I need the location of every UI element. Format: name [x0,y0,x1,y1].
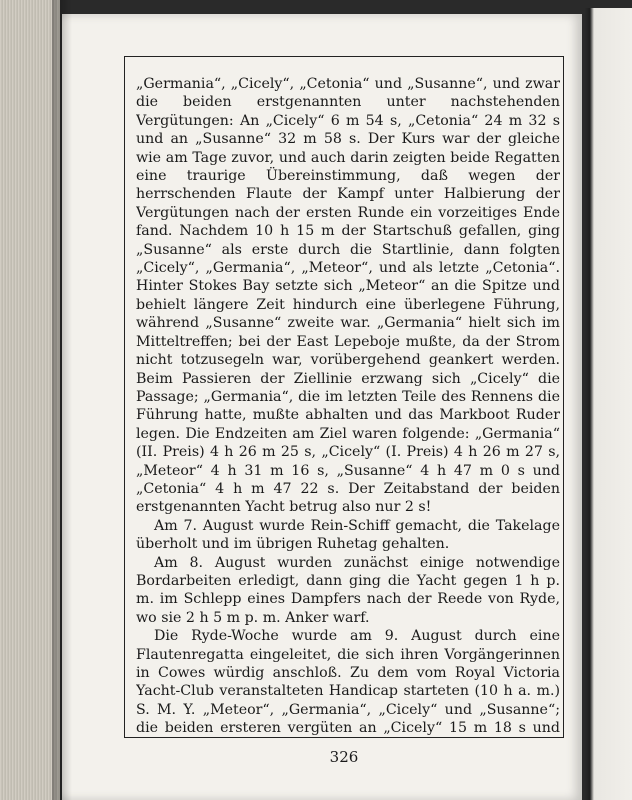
paragraph: Am 8. August wurden zunächst einige notwendige Bordarbeiten erledigt, dann ging die Yacht gegen 1 h p. m. im Schlepp eines Dampfers nach der Reede von Ryde, wo sie 2 h 5 m p. m. Anker warf. [136,554,560,626]
page-body-text [136,75,560,735]
paragraph: Die Ryde-Woche wurde am 9. August durch eine Flautenregatta eingeleitet, die sich ihren Vorgängerinnen in Cowes würdig anschloß. Zu dem vom Royal Victoria Yacht-Club veranstalteten Handicap starteten (10 h a. m.) S. M. Y. „Meteor“, „Germania“, „Cicely“ und „Susanne“; die beiden ersteren vergüten an „Cicely“ 15 m 18 s und [136,628,560,735]
facing-page-edge [584,8,632,800]
book-fore-edge [0,0,60,800]
gutter-shadow [52,0,72,800]
paragraph: Am 7. August wurde Rein-Schiff gemacht, die Takelage überholt und im übrigen Ruhetag gehalten. [136,517,560,553]
page-number: 326 [329,748,359,766]
paragraph: „Germania“, „Cicely“, „Cetonia“ und „Susanne“, und zwar die beiden erstgenannten unter nachstehenden Vergütungen: An „Cicely“ 6 m 54 s, „Cetonia“ 24 m 32 s und an „Susanne“ 32 m 58 s. Der Kurs war der gleiche wie am Tage zuvor, und auch darin zeigten beide Regatten eine traurige Übereinstimmung, daß wegen der herrschenden Flaute der Kampf unter Halbierung der Vergütungen nach der ersten Runde ein vorzeitiges Ende fand. Nachdem 10 h 15 m der Startschuß gefallen, ging „Susanne“ als erste durch die Startlinie, dann folgten „Cicely“, „Germania“, „Meteor“, und als letzte „Cetonia“. Hinter Stokes Bay setzte sich „Meteor“ an die Spitze und behielt längere Zeit hindurch eine überlegene Führung, während „Susanne“ zweite war. „Germania“ hielt sich im Mitteltreffen; bei der East Lepeboje mußte, da der Strom nicht totzusegeln war, vorübergehend geankert werden. Beim Passieren der Ziellinie erzwang sich „Cicely“ die Passage; „Germania“, die im letzten Teile des Rennens die Führung hatte, mußte abhalten und das Markboot Ruder legen. Die Endzeiten am Ziel waren folgende: „Germania“ (II. Preis) 4 h 26 m 25 s, „Cicely“ (I. Preis) 4 h 26 m 27 s, „Meteor“ 4 h 31 m 16 s, „Susanne“ 4 h 47 m 0 s und „Cetonia“ 4 h m 47 22 s. Der Zeitabstand der beiden erstgenannten Yacht betrug also nur 2 s! [136,76,560,516]
